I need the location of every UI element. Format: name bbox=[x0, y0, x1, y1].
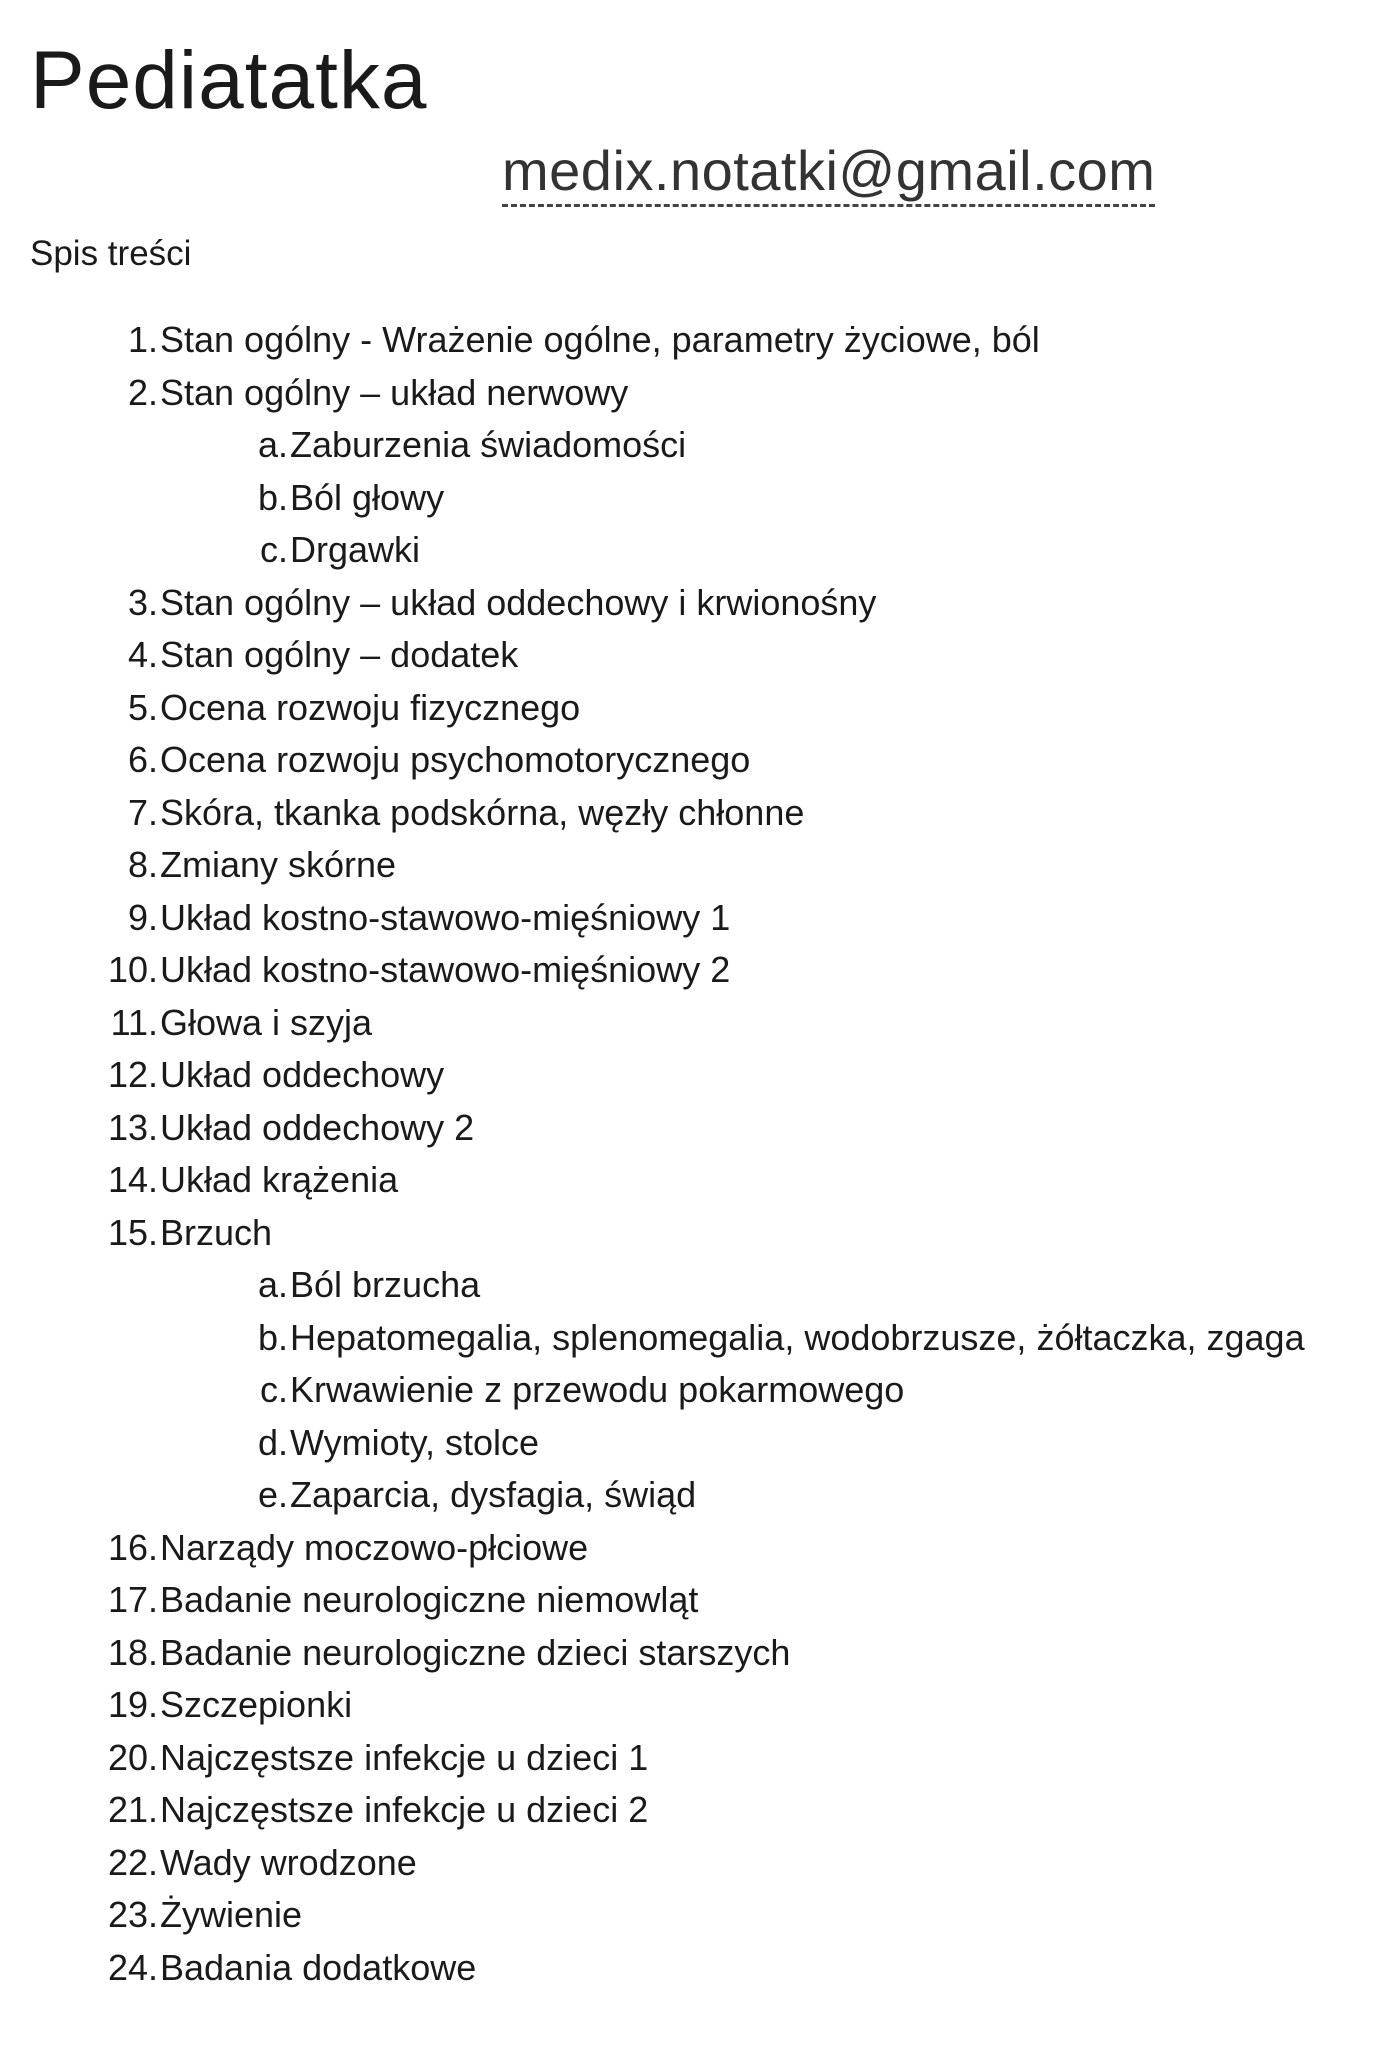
toc-item-label: Brzuch bbox=[160, 1211, 273, 1253]
toc-item[interactable] bbox=[0, 1784, 1374, 1837]
toc-item-label: Układ krążenia bbox=[160, 1159, 399, 1200]
toc-item-label: Wady wrodzone bbox=[160, 1841, 417, 1883]
toc-item[interactable] bbox=[0, 892, 1374, 945]
toc-item-number: 23. bbox=[107, 1894, 158, 1935]
toc-item-number: d. bbox=[257, 1421, 288, 1463]
toc-item-number: b. bbox=[257, 476, 288, 518]
toc-item-number: 21. bbox=[107, 1789, 158, 1830]
toc-item-label: Zaparcia, dysfagia, świąd bbox=[290, 1474, 697, 1515]
toc-item[interactable] bbox=[0, 1522, 1374, 1575]
toc-item-number: 14. bbox=[107, 1159, 158, 1200]
toc-item-number: 1. bbox=[127, 319, 158, 360]
toc-item-number: 17. bbox=[107, 1579, 158, 1620]
table-of-contents bbox=[0, 314, 1374, 1994]
toc-item[interactable] bbox=[0, 734, 1374, 787]
toc-item-label: Stan ogólny – układ nerwowy bbox=[160, 371, 629, 413]
toc-item[interactable] bbox=[0, 1837, 1374, 1890]
toc-item-number: 6. bbox=[127, 739, 158, 780]
toc-item-label: Stan ogólny - Wrażenie ogólne, parametry życiowe, ból bbox=[160, 319, 1040, 360]
toc-item-number: 15. bbox=[107, 1211, 158, 1253]
toc-item[interactable] bbox=[0, 1627, 1374, 1680]
toc-item-label: Najczęstsze infekcje u dzieci 1 bbox=[160, 1736, 649, 1778]
toc-item-label: Najczęstsze infekcje u dzieci 2 bbox=[160, 1789, 649, 1830]
toc-item[interactable] bbox=[0, 682, 1374, 735]
toc-item[interactable] bbox=[0, 1732, 1374, 1785]
email-link[interactable]: medix.notatki@gmail.com bbox=[502, 140, 1155, 207]
toc-item-label: Zaburzenia świadomości bbox=[290, 424, 687, 465]
toc-item-label: Ocena rozwoju psychomotorycznego bbox=[160, 739, 751, 780]
toc-item[interactable] bbox=[0, 1942, 1374, 1995]
toc-item-number: c. bbox=[259, 529, 288, 570]
toc-item-label: Stan ogólny – dodatek bbox=[160, 634, 519, 675]
toc-item[interactable] bbox=[0, 1049, 1374, 1102]
toc-item[interactable] bbox=[0, 1679, 1374, 1732]
toc-item-number: c. bbox=[259, 1369, 288, 1410]
toc-item-label: Krwawienie z przewodu pokarmowego bbox=[290, 1369, 905, 1410]
toc-item-number: 16. bbox=[107, 1526, 158, 1568]
toc-item-label: Ocena rozwoju fizycznego bbox=[160, 686, 581, 728]
toc-item[interactable] bbox=[0, 577, 1374, 630]
toc-item-label: Stan ogólny – układ oddechowy i krwionośny bbox=[160, 581, 877, 623]
toc-item[interactable] bbox=[0, 1154, 1374, 1207]
toc-item-number: 18. bbox=[107, 1631, 158, 1673]
toc-item-label: Ból brzucha bbox=[290, 1264, 481, 1305]
toc-item-label: Żywienie bbox=[160, 1894, 303, 1935]
toc-item-number: 19. bbox=[107, 1684, 158, 1725]
toc-item-label: Wymioty, stolce bbox=[290, 1421, 540, 1463]
toc-subitem[interactable] bbox=[0, 1469, 1374, 1522]
toc-item-number: 11. bbox=[110, 1001, 158, 1043]
toc-item-label: Hepatomegalia, splenomegalia, wodobrzusze, żółtaczka, zgaga bbox=[290, 1316, 1305, 1358]
toc-item-label: Badanie neurologiczne dzieci starszych bbox=[160, 1631, 791, 1673]
toc-item-number: 8. bbox=[127, 844, 158, 885]
toc-item-number: 10. bbox=[107, 949, 158, 990]
toc-item-number: 13. bbox=[107, 1106, 158, 1148]
toc-item[interactable] bbox=[0, 839, 1374, 892]
toc-item-number: 20. bbox=[107, 1736, 158, 1778]
toc-item-label: Ból głowy bbox=[290, 476, 445, 518]
toc-item-number: 22. bbox=[107, 1841, 158, 1883]
toc-item-number: 24. bbox=[107, 1946, 158, 1988]
toc-item-number: 5. bbox=[127, 686, 158, 728]
toc-item-label: Układ oddechowy 2 bbox=[160, 1106, 475, 1148]
document-title: Pediatatka bbox=[30, 35, 428, 126]
toc-item[interactable] bbox=[0, 1207, 1374, 1260]
toc-subitem[interactable] bbox=[0, 1364, 1374, 1417]
toc-item-label: Układ kostno-stawowo-mięśniowy 1 bbox=[160, 896, 731, 938]
toc-item-number: 2. bbox=[127, 371, 158, 413]
toc-item[interactable] bbox=[0, 629, 1374, 682]
toc-item[interactable] bbox=[0, 1889, 1374, 1942]
toc-item-number: 4. bbox=[127, 634, 158, 675]
toc-subitem[interactable] bbox=[0, 419, 1374, 472]
toc-item-number: 9. bbox=[127, 896, 158, 938]
toc-item-number: a. bbox=[257, 1264, 288, 1305]
toc-item[interactable] bbox=[0, 367, 1374, 420]
toc-item[interactable] bbox=[0, 944, 1374, 997]
toc-item-label: Głowa i szyja bbox=[160, 1001, 373, 1043]
toc-subitem[interactable] bbox=[0, 472, 1374, 525]
toc-item[interactable] bbox=[0, 1102, 1374, 1155]
toc-item[interactable] bbox=[0, 314, 1374, 367]
toc-item-label: Badanie neurologiczne niemowląt bbox=[160, 1579, 699, 1620]
toc-item-number: a. bbox=[257, 424, 288, 465]
toc-item-number: 12. bbox=[107, 1054, 158, 1095]
toc-heading: Spis treści bbox=[30, 234, 192, 273]
toc-subitem[interactable] bbox=[0, 1417, 1374, 1470]
toc-subitem[interactable] bbox=[0, 524, 1374, 577]
toc-item[interactable] bbox=[0, 997, 1374, 1050]
toc-subitem[interactable] bbox=[0, 1259, 1374, 1312]
toc-item-number: e. bbox=[257, 1474, 288, 1515]
toc-item-label: Szczepionki bbox=[160, 1684, 353, 1725]
toc-item-number: b. bbox=[257, 1316, 288, 1358]
toc-item-label: Narządy moczowo-płciowe bbox=[160, 1526, 589, 1568]
toc-item[interactable] bbox=[0, 1574, 1374, 1627]
toc-item-label: Układ oddechowy bbox=[160, 1054, 445, 1095]
toc-item-number: 3. bbox=[127, 581, 158, 623]
toc-item[interactable] bbox=[0, 787, 1374, 840]
toc-subitem[interactable] bbox=[0, 1312, 1374, 1365]
toc-item-number: 7. bbox=[127, 791, 158, 833]
toc-item-label: Drgawki bbox=[290, 529, 421, 570]
toc-item-label: Skóra, tkanka podskórna, węzły chłonne bbox=[160, 791, 805, 833]
toc-item-label: Badania dodatkowe bbox=[160, 1946, 477, 1988]
toc-item-label: Zmiany skórne bbox=[160, 844, 397, 885]
toc-item-label: Układ kostno-stawowo-mięśniowy 2 bbox=[160, 949, 731, 990]
